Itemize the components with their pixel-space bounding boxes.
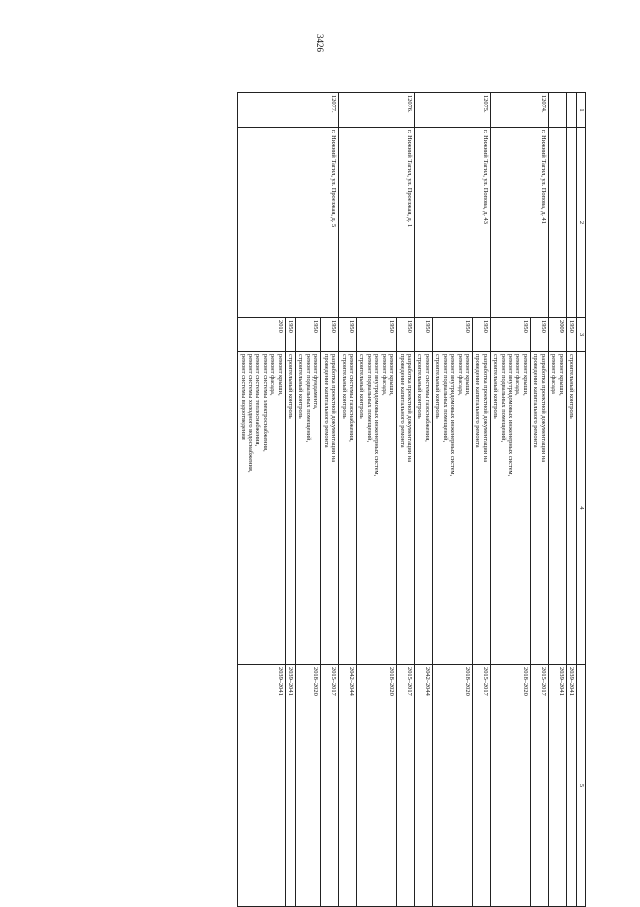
table-row [548, 93, 566, 907]
year-cell: 1950 [530, 318, 548, 352]
rotated-table-wrapper [74, 92, 586, 906]
works-cell: ремонт крыши, ремонт фасада, ремонт системы электроснабжения, ремонт системы теплоснабжения, ремонт системы холодного водоснабжения, ремонт системы водоотведения [238, 352, 286, 665]
table-row [472, 93, 490, 907]
period-cell: 2018–2020 [432, 665, 472, 907]
year-cell: 2010 [238, 318, 286, 352]
year-cell: 2009 [548, 318, 566, 352]
period-cell: 2039–2041 [285, 665, 295, 907]
works-cell: разработка проектной документации на проведение капитального ремонта [472, 352, 490, 665]
works-cell: ремонт крыши, ремонт фасада, ремонт внутридомовых инженерных систем, ремонт подвальных помещений, строительный контроль [432, 352, 472, 665]
works-cell: строительный контроль [566, 352, 576, 665]
year-cell: 1950 [339, 318, 357, 352]
table-row [566, 93, 576, 907]
repair-schedule-table [237, 92, 586, 907]
address-cell: г. Нижний Тагил, ул. Проезжая, д. 5 [238, 128, 339, 318]
works-cell: разработка проектной документации на проведение капитального ремонта [530, 352, 548, 665]
year-cell: 1950 [397, 318, 415, 352]
address-cell: г. Нижний Тагил, ул. Проезжая, д. 1 [339, 128, 415, 318]
period-cell: 2018–2020 [490, 665, 530, 907]
works-cell: ремонт крыши, ремонт фасада [548, 352, 566, 665]
row-number-cell: 12074. [490, 93, 548, 128]
period-cell: 2015–2017 [530, 665, 548, 907]
row-number-cell: 12077. [238, 93, 339, 128]
address-cell: г. Нижний Тагил, ул. Попова, д. 43 [414, 128, 490, 318]
year-cell: 1950 [414, 318, 432, 352]
period-cell: 2015–2017 [321, 665, 339, 907]
header-col-4: 4 [577, 352, 586, 665]
header-row [577, 93, 586, 907]
table-row [397, 93, 415, 907]
year-cell: 1950 [296, 318, 321, 352]
period-cell: 2015–2017 [397, 665, 415, 907]
period-cell: 2039–2041 [238, 665, 286, 907]
year-cell: 1950 [566, 318, 576, 352]
header-col-3: 3 [577, 318, 586, 352]
works-cell: ремонт крыши, ремонт фасада, ремонт внутридомовых инженерных систем, ремонт подвальных помещений, строительный контроль [490, 352, 530, 665]
works-cell: разработка проектной документации на проведение капитального ремонта [397, 352, 415, 665]
year-cell: 1950 [321, 318, 339, 352]
period-cell: 2018–2020 [357, 665, 397, 907]
works-cell: ремонт фундамента, ремонт подвальных помещений, строительный контроль [296, 352, 321, 665]
works-cell: ремонт крыши, ремонт фасада, ремонт внутридомовых инженерных систем, ремонт подвальных помещений, строительный контроль [357, 352, 397, 665]
works-cell: строительный контроль [285, 352, 295, 665]
period-cell: 2042–2044 [414, 665, 432, 907]
works-cell: разработка проектной документации на проведение капитального ремонта [321, 352, 339, 665]
works-cell: ремонт системы газоснабжения, строительный контроль [414, 352, 432, 665]
year-cell: 1950 [490, 318, 530, 352]
address-cell [548, 128, 566, 318]
row-number-cell: 12076. [339, 93, 415, 128]
table-row [321, 93, 339, 907]
row-number-cell [566, 93, 576, 128]
table-row [530, 93, 548, 907]
header-col-2: 2 [577, 128, 586, 318]
period-cell: 2042–2044 [339, 665, 357, 907]
row-number-cell [548, 93, 566, 128]
period-cell: 2039–2041 [566, 665, 576, 907]
header-col-5: 5 [577, 665, 586, 907]
year-cell: 1950 [472, 318, 490, 352]
year-cell: 1950 [285, 318, 295, 352]
period-cell: 2015–2017 [472, 665, 490, 907]
year-cell: 1950 [432, 318, 472, 352]
header-col-1: 1 [577, 93, 586, 128]
works-cell: ремонт системы газоснабжения, строительный контроль [339, 352, 357, 665]
period-cell: 2039–2041 [548, 665, 566, 907]
address-cell: г. Нижний Тагил, ул. Попова, д. 41 [490, 128, 548, 318]
row-number-cell: 12075. [414, 93, 490, 128]
address-cell [566, 128, 576, 318]
page-number: 3426 [315, 34, 325, 52]
year-cell: 1950 [357, 318, 397, 352]
period-cell: 2018–2020 [296, 665, 321, 907]
